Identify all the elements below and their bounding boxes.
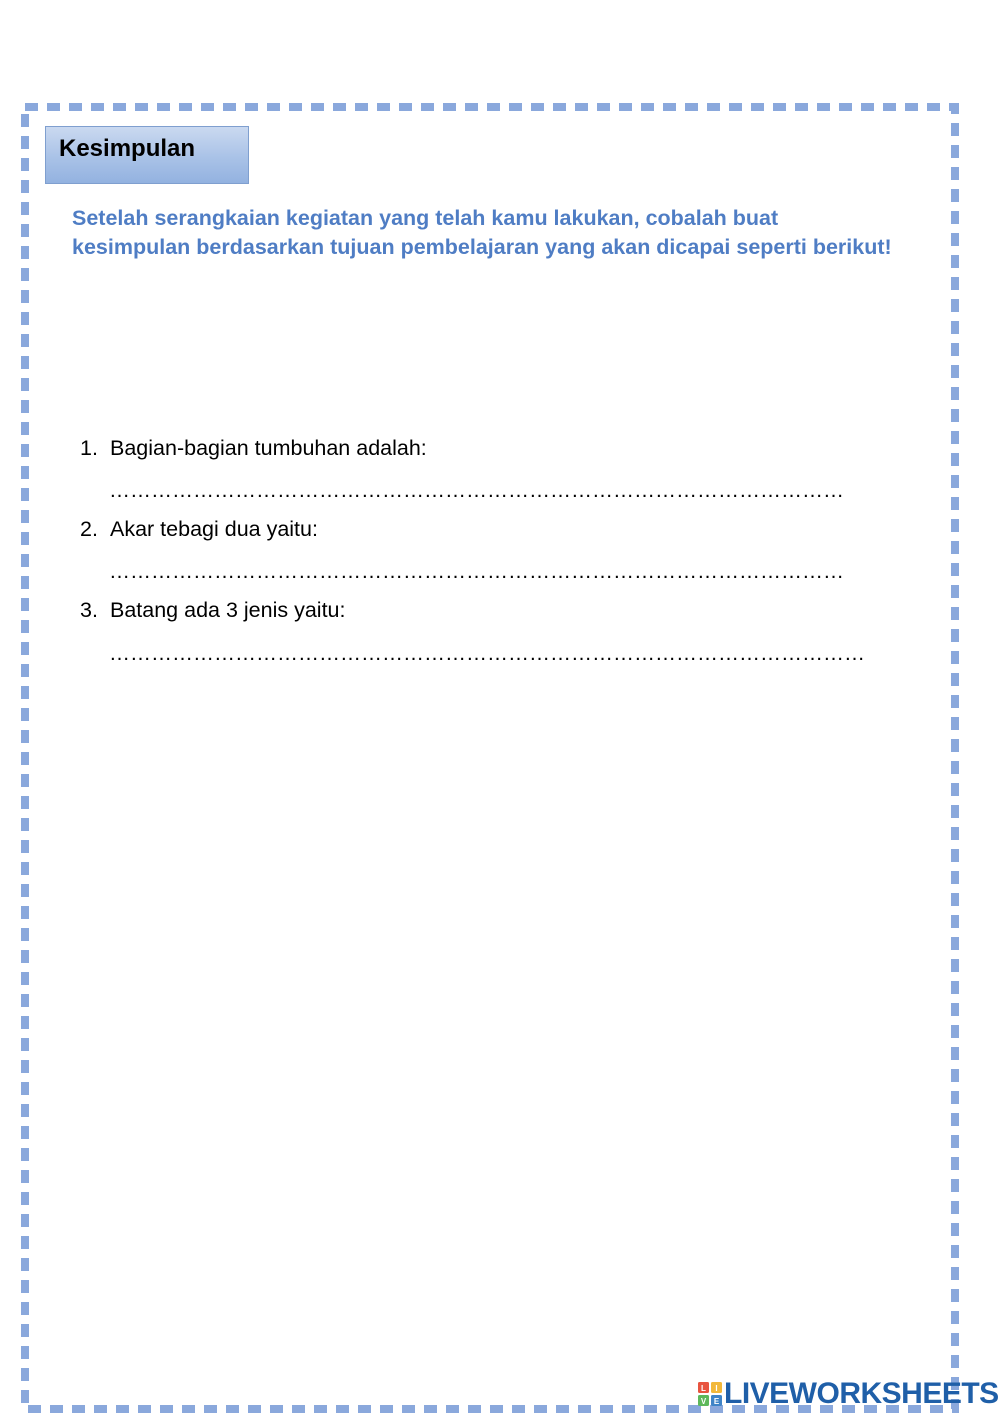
svg-text:L: L <box>701 1384 706 1393</box>
svg-text:E: E <box>713 1397 720 1406</box>
question-number: 2. <box>80 517 98 541</box>
brand-name: LIVEWORKSHEETS <box>724 1377 999 1410</box>
svg-text:I: I <box>715 1384 718 1393</box>
section-heading: Kesimpulan <box>59 135 196 162</box>
question-text: Akar tebagi dua yaitu: <box>110 517 318 541</box>
liveworksheets-logo-icon <box>698 1382 722 1406</box>
question-number: 1. <box>80 436 98 460</box>
question-item <box>80 436 427 461</box>
section-heading-box <box>45 126 249 184</box>
instruction-text: Setelah serangkaian kegiatan yang telah kamu lakukan, cobalah buat kesimpulan berdasarkan tujuan pembelajaran yang akan dicapai seperti berikut! <box>72 206 892 259</box>
svg-text:V: V <box>700 1397 707 1406</box>
answer-dotted-line[interactable]: …………………………………………………………………………………………… <box>109 479 844 502</box>
answer-dotted-line[interactable]: …………………………………………………………………………………………… <box>109 560 844 583</box>
answer-dotted-line[interactable]: ……………………………………………………………………………………………… <box>109 642 865 665</box>
question-item <box>80 517 318 542</box>
liveworksheets-brand <box>698 1377 999 1411</box>
question-text: Bagian-bagian tumbuhan adalah: <box>110 436 427 460</box>
question-item <box>80 598 345 623</box>
question-text: Batang ada 3 jenis yaitu: <box>110 598 346 622</box>
question-number: 3. <box>80 598 98 622</box>
